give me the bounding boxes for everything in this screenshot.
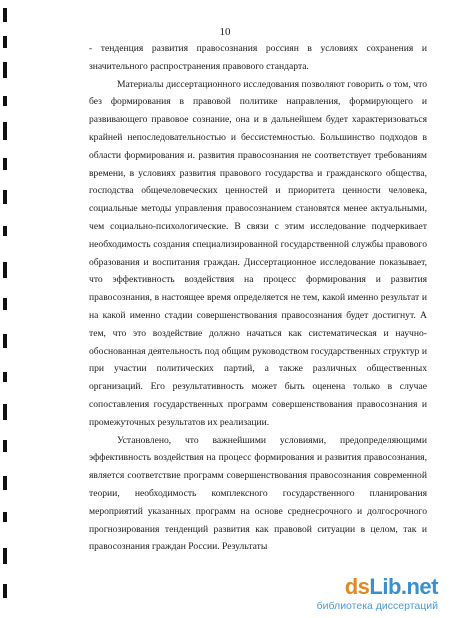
dslib-watermark	[292, 574, 442, 612]
paragraph-research-materials: Материалы диссертационного исследования позволяют говорить о том, что без формирования в правовой политике направления, формирующего и развивающего правовое сознание, она и в дальнейшем будет характеризоваться крайней непоследовательностью и бессистемностью. Большинство подходов в области формирования и. развития правосознания не соответствует требованиям времени, в условиях развития правового государства и гражданского общества, господства общечеловеческих ценностей и приоритета ценности человека, социальные методы управления правосознанием становятся менее актуальными, чем социально-психологические. В связи с этим исследование подчеркивает необходимость создания специализированной государственной службы правового образования и воспитания граждан. Диссертационное исследование показывает, что эффективность воздействия на процесс формирования и развития правосознания, в настоящее время определяется не тем, какой именно результат и на какой именно стадии совершенствования правосознания будет достигнут. А тем, что это воздействие должно начаться как систематическая и научно-обоснованная деятельность под общим руководством государственных структур и при участии политических партий, а также различных общественных организаций. Его результативность может быть оценена только в случае сопоставления государственных программ совершенствования правосознания и промежуточных результатов их реализации.	[89, 78, 427, 428]
body-text	[89, 40, 427, 556]
dslib-logo: dsLib.net	[344, 574, 438, 599]
paragraph-trend-item: - тенденция развития правосознания россиян в условиях сохранения и значительного распространения правового стандарта.	[89, 43, 427, 72]
page-number: 10	[219, 26, 231, 38]
paragraph-established-conditions: Установлено, что важнейшими условиями, предопределяющими эффективность воздействия на процесс формирования и развития правосознания, является соответствие программ совершенствования правосознания современной теории, необходимость комплексного государственного планирования мероприятий указанных программ на основе среднесрочного и долгосрочного прогнозирования тенденций развития как правовой ситуации в целом, так и правосознания граждан России. Результаты	[89, 434, 427, 553]
scan-edge-marks	[0, 0, 14, 618]
dslib-tagline: библиотека диссертаций	[316, 600, 438, 612]
